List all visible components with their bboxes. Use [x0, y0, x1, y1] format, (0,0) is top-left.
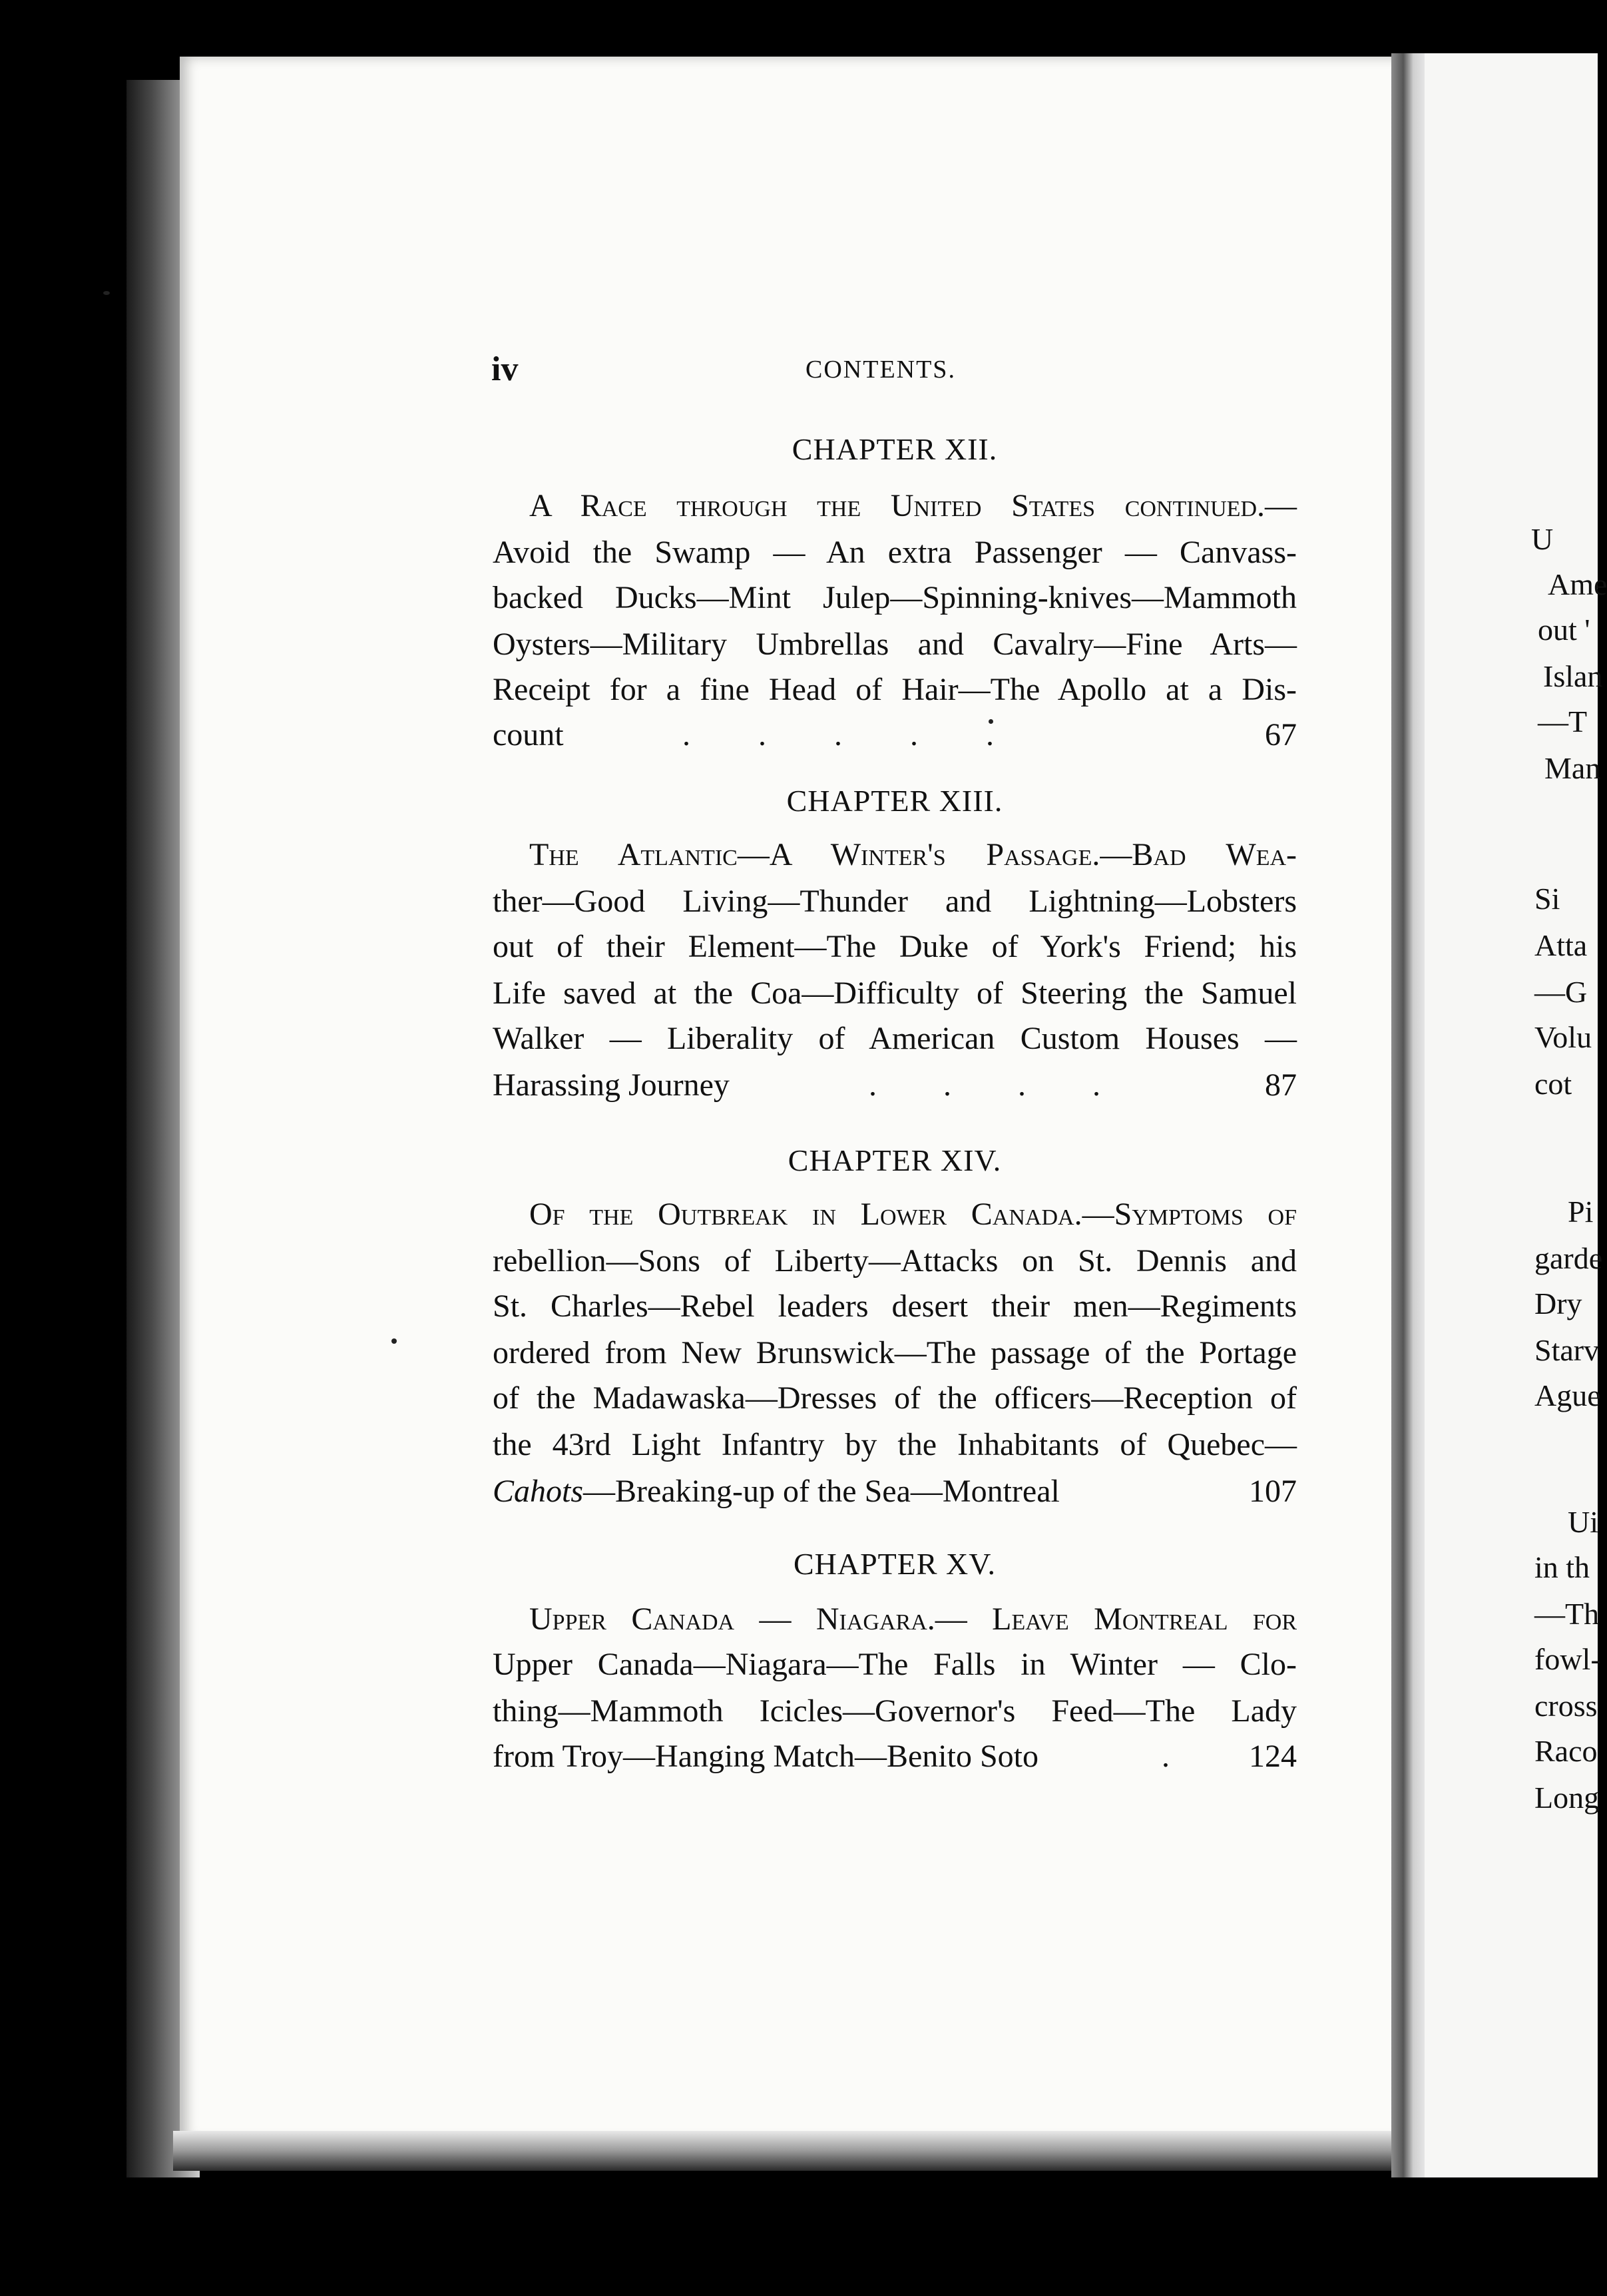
facing-page-fragment: cot	[1534, 1067, 1572, 1101]
facing-page-fragment: Ame	[1548, 567, 1607, 601]
running-head: CONTENTS.	[805, 356, 956, 384]
page-bottom-edge	[173, 2131, 1425, 2171]
facing-page-fragment: Ague	[1534, 1378, 1601, 1412]
dot-leaders: . . . .	[869, 1067, 1100, 1103]
chapter-summary-line: Oysters—Military Umbrellas and Cavalry—Fine Arts—	[493, 627, 1297, 662]
page-ref: 67	[1265, 717, 1297, 752]
chapter-summary-line: Walker — Liberality of American Custom Houses —	[493, 1021, 1297, 1056]
facing-page-fragment: Dry	[1534, 1287, 1582, 1320]
chapter-summary-line: out of their Element—The Duke of York's Friend; his	[493, 929, 1297, 964]
chapter-summary-line: the 43rd Light Infantry by the Inhabitants of Quebec—	[493, 1427, 1297, 1462]
italic-term: Cahots	[493, 1474, 584, 1509]
facing-page-fragment: in th	[1534, 1550, 1590, 1584]
facing-page-fragment: Raco	[1534, 1734, 1598, 1768]
chapter-summary-line: Upper Canada—Niagara—The Falls in Winter — Clo-	[493, 1647, 1297, 1682]
page-ref: 124	[1249, 1739, 1297, 1774]
book-page	[180, 57, 1405, 2141]
facing-page-fragment: —G	[1534, 975, 1588, 1009]
facing-page-fragment: garde	[1534, 1241, 1603, 1275]
chapter-summary-line: count	[493, 717, 564, 752]
facing-page-fragment: Ui	[1568, 1505, 1598, 1539]
page-ref: 87	[1265, 1067, 1297, 1103]
facing-page-fragment: Atta	[1534, 928, 1588, 962]
chapter-summary-line: from Troy—Hanging Match—Benito Soto	[493, 1739, 1039, 1774]
dot-leaders: .	[1162, 1739, 1170, 1774]
facing-page-fragment: Volu	[1534, 1020, 1592, 1054]
facing-page-fragment: U	[1531, 522, 1554, 556]
facing-page-fragment: cross	[1534, 1689, 1598, 1723]
facing-page-fragment: —T	[1538, 705, 1588, 738]
chapter-summary-line: Upper Canada — Niagara.— Leave Montreal for	[529, 1601, 1297, 1637]
chapter-heading: CHAPTER XV.	[793, 1547, 997, 1581]
chapter-summary-line: —Breaking-up of the Sea—Montreal	[583, 1474, 1060, 1509]
chapter-summary-line: Avoid the Swamp — An extra Passenger — Canvass-	[493, 535, 1297, 570]
chapter-heading: CHAPTER XIV.	[788, 1143, 1002, 1177]
chapter-summary-line: Harassing Journey	[493, 1067, 730, 1103]
facing-page-fragment: —Th	[1534, 1597, 1600, 1631]
chapter-summary-line: of the Madawaska—Dresses of the officers—Reception of	[493, 1380, 1297, 1416]
chapter-summary-line: The Atlantic—A Winter's Passage.—Bad Wea-	[529, 837, 1297, 872]
page-number: iv	[491, 350, 519, 388]
chapter-summary-line: backed Ducks—Mint Julep—Spinning-knives—Mammoth	[493, 580, 1297, 615]
facing-page-fragment: Starv	[1534, 1333, 1600, 1367]
facing-page-fragment: Islan	[1543, 659, 1603, 693]
chapter-summary-line: A Race through the United States continued.—	[529, 488, 1297, 523]
facing-page-fragment: Man	[1544, 751, 1601, 785]
facing-page-fragment: fowl-	[1534, 1642, 1601, 1676]
facing-page	[1425, 53, 1607, 2177]
toc-last-line	[493, 1472, 1060, 1512]
scan-speck	[103, 291, 110, 295]
chapter-heading: CHAPTER XII.	[792, 432, 998, 466]
chapter-summary-line: Receipt for a fine Head of Hair—The Apollo at a Dis-	[493, 672, 1297, 707]
chapter-summary-line: thing—Mammoth Icicles—Governor's Feed—The Lady	[493, 1693, 1297, 1729]
facing-page-fragment: Pi	[1568, 1195, 1594, 1229]
chapter-summary-line: ther—Good Living—Thunder and Lightning—Lobsters	[493, 884, 1297, 919]
chapter-summary-line: Life saved at the Coa—Difficulty of Steering the Samuel	[493, 976, 1297, 1011]
page-ref: 107	[1249, 1474, 1297, 1509]
facing-page-fragment: Long	[1534, 1781, 1600, 1815]
dot-leaders: . . . . .	[682, 717, 994, 752]
chapter-summary-line: St. Charles—Rebel leaders desert their men—Regiments	[493, 1289, 1297, 1324]
scan-speck	[391, 1338, 397, 1344]
facing-page-fragment: Si	[1534, 882, 1560, 916]
facing-page-fragment: out '	[1538, 613, 1590, 647]
chapter-summary-line: Of the Outbreak in Lower Canada.—Symptoms of	[529, 1197, 1297, 1232]
chapter-summary-line: rebellion—Sons of Liberty—Attacks on St. Dennis and	[493, 1243, 1297, 1279]
chapter-heading: CHAPTER XIII.	[786, 784, 1003, 818]
chapter-summary-line: ordered from New Brunswick—The passage of the Portage	[493, 1335, 1297, 1370]
